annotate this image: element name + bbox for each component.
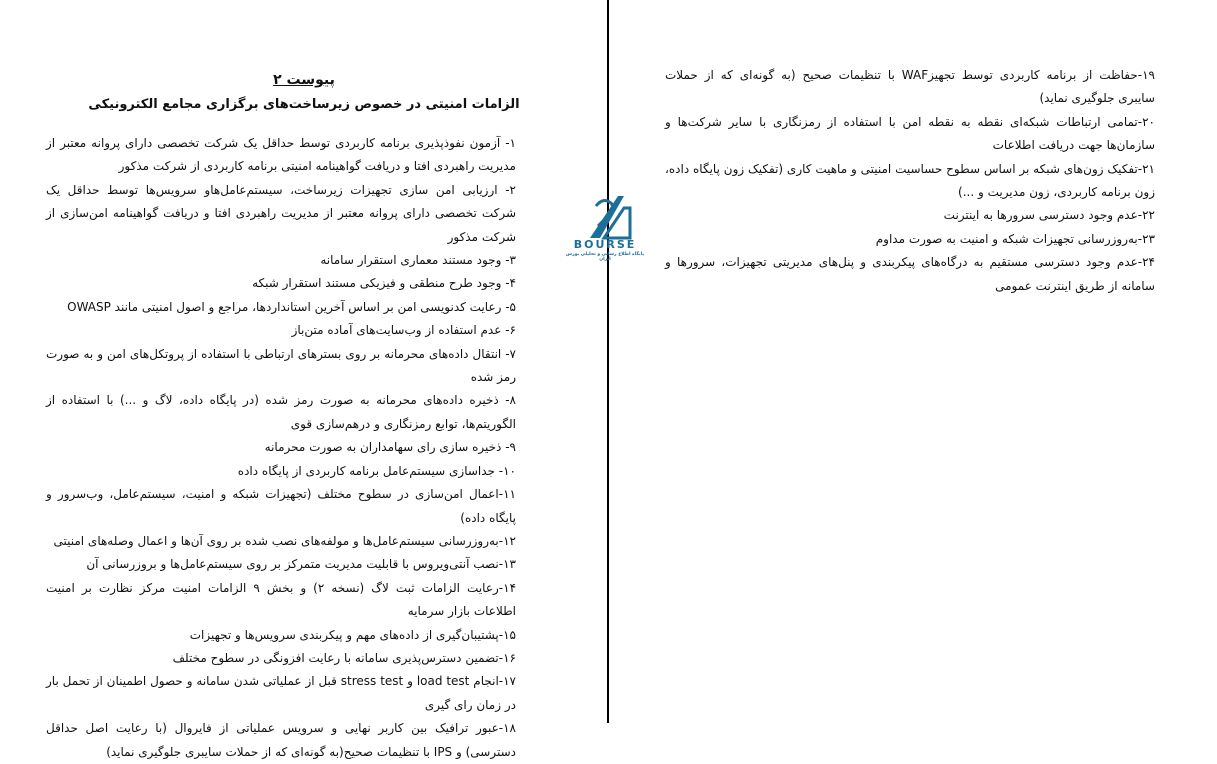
- list-item: ۲۱-تفکیک زون‌های شبکه بر اساس سطوح حساسیت امنیتی و ماهیت کاری (تفکیک زون پایگاه داده، زون برنامه کاربردی، زون مدیریت و ...): [665, 161, 1155, 200]
- requirements-list-left: [46, 132, 516, 764]
- list-item: ۲- ارزیابی امن سازی تجهیزات زیرساخت، سیستم‌عامل‌هاو سرویس‌ها توسط حداقل یک شرکت تخصصی دارای پروانه معتبر از مدیریت راهبردی افتا و دریافت گواهینامه امن‌سازی از شرکت مذکور: [46, 182, 516, 244]
- left-page: [0, 0, 608, 759]
- appendix-subtitle: الزامات امنیتی در خصوص زیرساخت‌های برگزاری مجامع الکترونیکی: [88, 97, 520, 112]
- list-item: ۱۰- جداسازی سیستم‌عامل برنامه کاربردی از پایگاه داده: [237, 463, 516, 478]
- appendix-title: پیوست ۲: [273, 72, 335, 88]
- bourse-logo-watermark: [560, 192, 650, 264]
- list-item: ۱۹-حفاظت از برنامه کاربردی توسط تجهیزWAF با تنظیمات صحیح (به گونه‌ای که از حملات سایبری جلوگیری نماید): [665, 68, 1155, 106]
- list-item: ۱- آزمون نفوذپذیری برنامه کاربردی توسط حداقل یک شرکت تخصصی دارای پروانه معتبر از مدیریت راهبردی افتا و دریافت گواهینامه امنیتی برنامه کاربردی از شرکت مذکور: [46, 136, 516, 174]
- page-divider: [607, 0, 609, 723]
- right-page: [612, 0, 1217, 723]
- list-item: ۲۰-تمامی ارتباطات شبکه‌ای نقطه به نقطه امن با استفاده از رمزنگاری با سایر شرکت‌ها و سازمان‌ها جهت دریافت اطلاعات: [665, 114, 1155, 153]
- list-item: ۴- وجود طرح منطقی و فیزیکی مستند استقرار شبکه: [252, 276, 516, 291]
- list-item: ۳- وجود مستند معماری استقرار سامانه: [320, 253, 516, 268]
- logo-mark-icon: [560, 192, 650, 240]
- list-item: ۸- ذخیره داده‌های محرمانه به صورت رمز شده (در پایگاه داده، لاگ و ...) با استفاده از الگوریتم‌ها، توابع رمزنگاری و درهم‌سازی قوی: [46, 393, 516, 431]
- list-item: ۲۴-عدم وجود دسترسی مستقیم به درگاه‌های پیکربندی و پنل‌های مدیریتی تجهیزات، سرورها و سامانه از طریق اینترنت عمومی: [665, 255, 1155, 293]
- list-item: ۱۷-انجام load test و stress test قبل از عملیاتی شدن سامانه و حصول اطمینان از تحمل بار در زمان رای گیری: [46, 674, 516, 712]
- list-item: ۱۱-اعمال امن‌سازی در سطوح مختلف (تجهیزات شبکه و امنیت، سیستم‌عامل، وب‌سرور و پایگاه داده): [46, 487, 516, 525]
- list-item: ۲۲-عدم وجود دسترسی سرورها به اینترنت: [943, 208, 1155, 223]
- logo-wordmark: BOURSE: [573, 238, 637, 251]
- list-item: ۱۲-به‌روزرسانی سیستم‌عامل‌ها و مولفه‌های نصب شده بر روی آن‌ها و اعمال وصله‌های امنیتی: [53, 533, 516, 548]
- list-item: ۲۳-به‌روزرسانی تجهیزات شبکه و امنیت به صورت مداوم: [875, 231, 1155, 246]
- list-item: ۱۸-عبور ترافیک بین کاربر نهایی و سرویس عملیاتی از فایروال (با رعایت اصل حداقل دسترسی) و IPS با تنظیمات صحیح(به گونه‌ای که از حملات سایبری جلوگیری نماید): [46, 721, 516, 759]
- list-item: ۱۳-نصب آنتی‌ویروس با قابلیت مدیریت متمرکز بر روی سیستم‌عامل‌ها و بروزرسانی آن: [86, 557, 516, 572]
- requirements-list-right: [665, 64, 1155, 298]
- list-item: ۷- انتقال داده‌های محرمانه بر روی بسترهای ارتباطی با استفاده از پروتکل‌های امن و به صورت رمز شده: [46, 346, 516, 385]
- list-item: ۱۶-تضمین دسترس‌پذیری سامانه با رعایت افزونگی در سطوح مختلف: [172, 650, 516, 665]
- list-item: ۵- رعایت کدنویسی امن بر اساس آخرین استانداردها، مراجع و اصول امنیتی مانند OWASP: [67, 299, 516, 314]
- list-item: ۱۴-رعایت الزامات ثبت لاگ (نسخه ۲) و بخش ۹ الزامات امنیت مرکز نظارت بر امنیت اطلاعات بازار سرمایه: [46, 580, 517, 619]
- list-item: ۹- ذخیره سازی رای سهامداران به صورت محرمانه: [264, 440, 516, 455]
- logo-tagline: پایگاه اطلاع رسانی و تحلیلی بورس ایران: [565, 252, 645, 262]
- list-item: ۱۵-پشتیبان‌گیری از داده‌های مهم و پیکربندی سرویس‌ها و تجهیزات: [189, 627, 516, 642]
- list-item: ۶- عدم استفاده از وب‌سایت‌های آماده متن‌باز: [291, 323, 516, 338]
